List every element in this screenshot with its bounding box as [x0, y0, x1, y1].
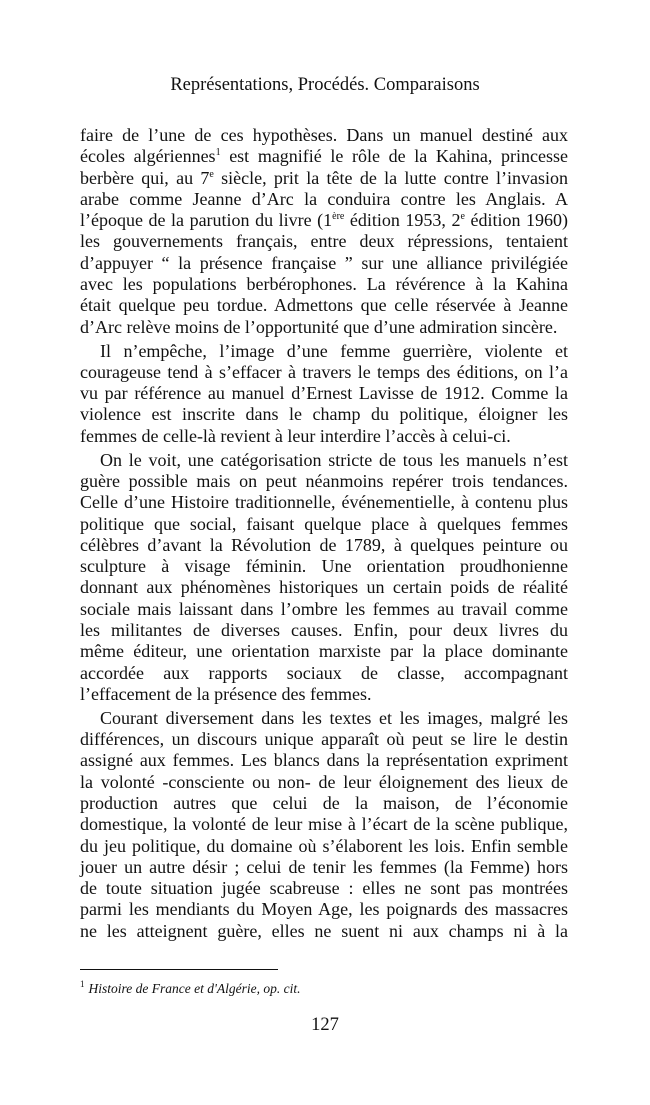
text-line: d’appuyer “ la présence française ” sur une alliance privilégiée [80, 252, 568, 273]
paragraph [80, 450, 568, 706]
text-line: faire de l’une de ces hypothèses. Dans un manuel destiné aux [80, 125, 568, 145]
text-line: différences, un discours unique apparaît où peut se lire le destin [80, 729, 568, 750]
superscript: 1 [215, 147, 221, 159]
text-line: femmes de celle-là revient à leur interdire l’accès à celui-ci. [80, 425, 511, 446]
page-number: 127 [311, 1015, 339, 1035]
text-line: arabe comme Jeanne d’Arc la conduira contre les Anglais. A [80, 188, 568, 209]
text-line: l’effacement de la présence des femmes. [80, 683, 372, 704]
superscript: e [460, 211, 465, 223]
text-line: les gouvernements français, entre deux répressions, tentaient [80, 231, 568, 252]
text-line: accordée aux rapports sociaux de classe, accompagnant [80, 662, 568, 683]
text-line: parmi les mendiants du Moyen Age, les poignards des massacres [80, 899, 568, 920]
text-line: de toute situation jugée scabreuse : elles ne sont pas montrées [80, 878, 568, 899]
text-line: guère possible mais on peut néanmoins repérer trois tendances. [80, 470, 568, 491]
text-line: politique que social, faisant quelque place à quelques femmes [80, 513, 568, 534]
text-line: Celle d’une Histoire traditionnelle, événementielle, à contenu plus [80, 492, 568, 513]
text-line: du jeu politique, du domaine où s’élaborent les lois. Enfin semble [80, 835, 568, 856]
footnote [80, 981, 300, 997]
text-line: Il n’empêche, l’image d’une femme guerrière, violente et [100, 340, 568, 361]
text-line: était quelque peu tordue. Admettons que celle réservée à Jeanne [80, 295, 568, 316]
text-line: d’Arc relève moins de l’opportunité que d’une admiration sincère. [80, 316, 558, 337]
text-line: même éditeur, une orientation marxiste par la place dominante [80, 641, 568, 662]
text-line: ne les atteignent guère, elles ne suent ni aux champs ni à la [80, 920, 568, 941]
text-line: donnant aux phénomènes historiques un certain poids de réalité [80, 577, 568, 598]
footnote-text: Histoire de France et d'Algérie, op. cit. [88, 981, 301, 996]
text-line: l’époque de la parution du livre (1ère édition 1953, 2e édition 1960) [80, 210, 568, 231]
text-line: sociale mais laissant dans l’ombre les femmes au travail comme [80, 598, 568, 619]
running-header: Représentations, Procédés. Comparaisons [170, 75, 480, 95]
footnote-rule [80, 969, 278, 970]
paragraph [80, 125, 568, 338]
text-line: sculpture à visage féminin. Une orientation proudhonienne [80, 556, 568, 577]
text-line: assigné aux femmes. Les blancs dans la représentation expriment [80, 750, 568, 771]
text-line: jouer un autre désir ; celui de tenir les femmes (la Femme) hors [80, 856, 568, 877]
text-line: violence est inscrite dans le champ du politique, éloigner les [80, 404, 568, 425]
paragraph [80, 708, 568, 942]
text-line: production autres que celui de la maison, de l’économie [80, 792, 568, 813]
text-line: berbère qui, au 7e siècle, prit la tête de la lutte contre l’invasion [80, 167, 568, 188]
footnote-marker: 1 [80, 979, 85, 989]
text-line: la volonté -consciente ou non- de leur éloignement des lieux de [80, 771, 568, 792]
text-line: domestique, la volonté de leur mise à l’écart de la scène publique, [80, 814, 568, 835]
text-line: célèbres d’avant la Révolution de 1789, à quelques peinture ou [80, 534, 568, 555]
body-text [80, 125, 568, 942]
text-line: vu par référence au manuel d’Ernest Lavisse de 1912. Comme la [80, 383, 568, 404]
text-line: les militantes de diverses causes. Enfin, pour deux livres du [80, 620, 568, 641]
text-line: courageuse tend à s’effacer à travers le temps des éditions, on l’a [80, 361, 568, 382]
text-line: avec les populations berbérophones. La révérence à la Kahina [80, 274, 568, 295]
text-line: Courant diversement dans les textes et les images, malgré les [100, 707, 568, 728]
paragraph [80, 341, 568, 447]
superscript: e [209, 168, 214, 180]
text-line: On le voit, une catégorisation stricte de tous les manuels n’est [100, 449, 568, 470]
superscript: ère [332, 211, 345, 223]
text-line: écoles algériennes$^1$ est magnifié le rôle de la Kahina, princesse [80, 146, 568, 167]
